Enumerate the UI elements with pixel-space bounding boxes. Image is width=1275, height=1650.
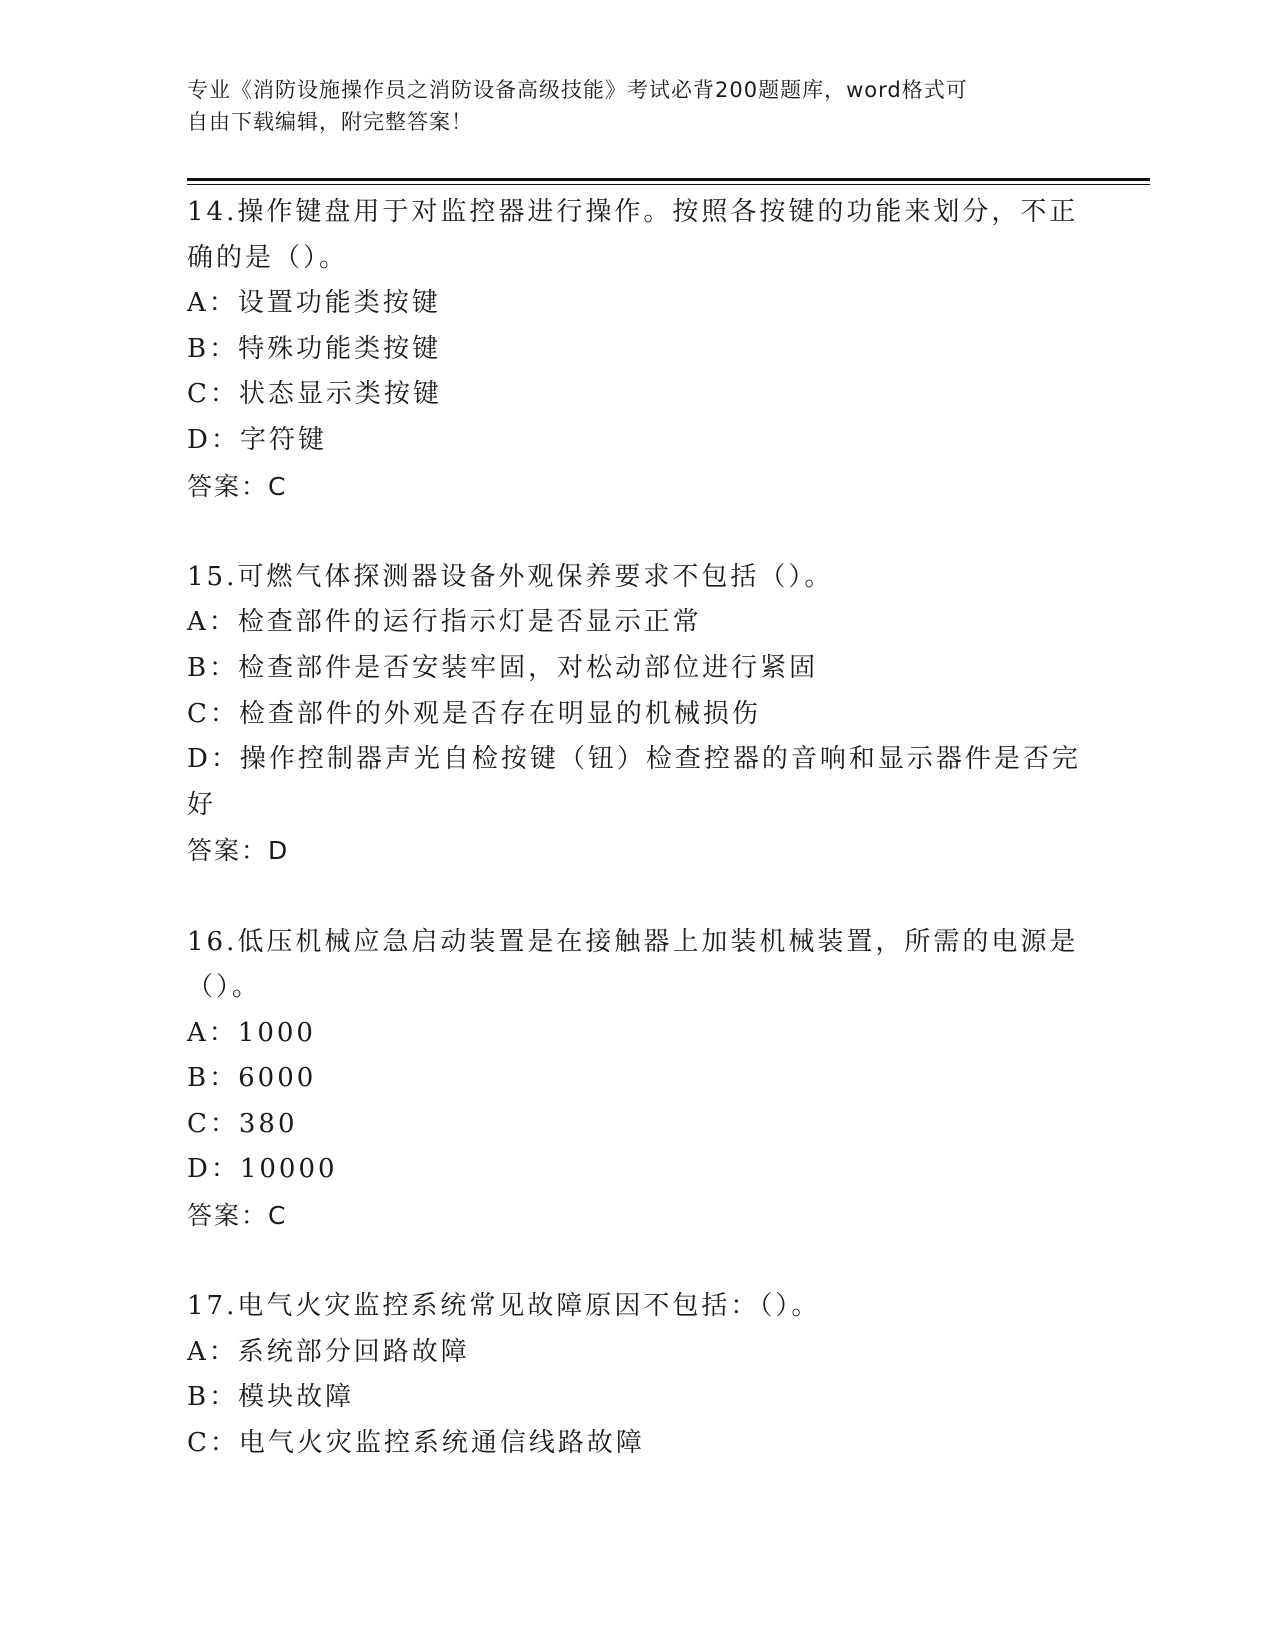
question-spacer xyxy=(187,874,1077,920)
question-list xyxy=(187,190,1081,1467)
document-header xyxy=(187,74,1067,138)
question-17 xyxy=(187,1284,1077,1466)
question-spacer xyxy=(187,1239,1077,1285)
option-b: B：检查部件是否安装牢固，对松动部位进行紧固 xyxy=(187,652,819,683)
option-b: B：6000 xyxy=(187,1063,317,1094)
option-b: B：模块故障 xyxy=(187,1382,355,1413)
question-stem: 15.可燃气体探测器设备外观保养要求不包括（）。 xyxy=(187,561,834,592)
header-divider-thin xyxy=(187,184,1150,185)
header-line-2: 自由下载编辑，附完整答案！ xyxy=(187,110,473,134)
question-stem: 14.操作键盘用于对监控器进行操作。按照各按键的功能来划分，不正 xyxy=(187,197,1079,227)
header-line-1: 专业《消防设施操作员之消防设备高级技能》考试必背200题题库，word格式可 xyxy=(187,78,968,102)
header-divider-thick xyxy=(187,178,1150,181)
question-stem: 16.低压机械应急启动装置是在接触器上加装机械装置，所需的电源是 xyxy=(187,926,1079,957)
answer: 答案：C xyxy=(187,471,288,501)
question-stem: （）。 xyxy=(187,972,262,1003)
option-a: A：设置功能类按键 xyxy=(187,288,441,319)
option-c: C：状态显示类按键 xyxy=(187,379,442,410)
option-c: C：电气火灾监控系统通信线路故障 xyxy=(187,1428,645,1459)
option-b: B：特殊功能类按键 xyxy=(187,333,442,364)
option-d-continued: 好 xyxy=(187,789,217,820)
option-d: D：10000 xyxy=(187,1154,338,1185)
question-stem: 17.电气火灾监控系统常见故障原因不包括：（）。 xyxy=(187,1291,821,1322)
question-14 xyxy=(187,190,1077,509)
option-a: A：检查部件的运行指示灯是否显示正常 xyxy=(187,607,702,638)
question-16 xyxy=(187,920,1077,1239)
answer: 答案：C xyxy=(187,1201,288,1231)
option-d: D：操作控制器声光自检按键（钮）检查控器的音响和显示器件是否完 xyxy=(187,744,1081,775)
question-15 xyxy=(187,555,1081,874)
question-stem: 确的是（）。 xyxy=(187,242,349,273)
question-spacer xyxy=(187,509,1077,555)
option-c: C：380 xyxy=(187,1108,298,1139)
option-c: C：检查部件的外观是否存在明显的机械损伤 xyxy=(187,698,761,729)
answer: 答案：D xyxy=(187,836,290,866)
option-d: D：字符键 xyxy=(187,424,327,455)
option-a: A：系统部分回路故障 xyxy=(187,1336,470,1367)
option-a: A：1000 xyxy=(187,1017,316,1048)
